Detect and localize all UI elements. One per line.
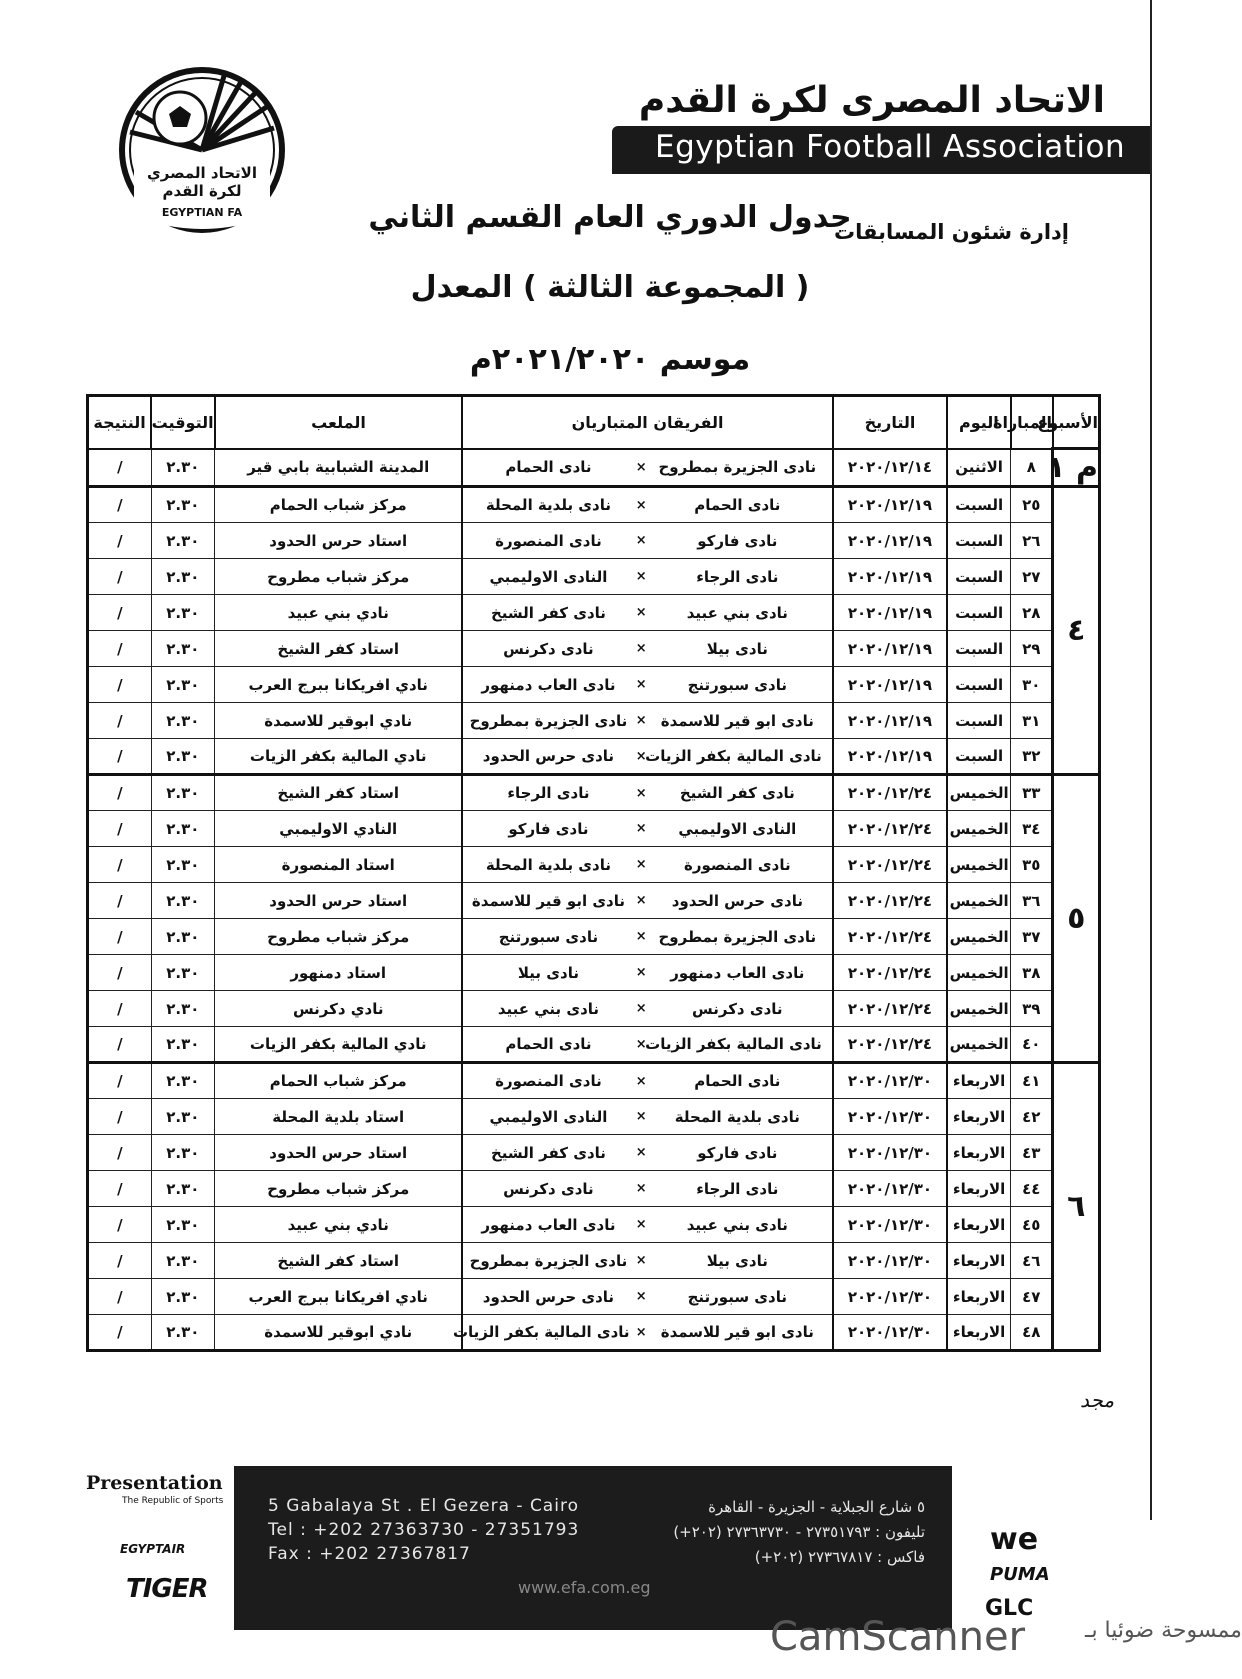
result-cell: / [88,1099,152,1135]
venue-cell: نادي بني عبيد [215,595,463,631]
venue-cell: استاد دمنهور [215,955,463,991]
match-number: ٢٧ [1011,559,1053,595]
result-cell: / [88,1279,152,1315]
fixtures-table [86,394,1101,1352]
header-day: اليوم [947,396,1011,449]
logo-line2: لكرة القدم [162,182,242,200]
venue-cell: نادي افريكانا ببرج العرب [215,667,463,703]
day-cell: السبت [947,559,1011,595]
versus-mark: × [630,919,653,955]
table-row [88,1207,1100,1243]
date-cell: ٢٠٢٠/١٢/٢٤ [833,883,947,919]
result-cell: / [88,703,152,739]
sponsor-egyptair-logo: EGYPTAIR [120,1542,186,1556]
away-team: نادى الحمام [462,449,629,487]
table-row [88,523,1100,559]
header-teams: الفريقان المتباريان [462,396,832,449]
day-cell: الخميس [947,991,1011,1027]
versus-mark: × [630,1099,653,1135]
match-number: ٤١ [1011,1063,1053,1099]
result-cell: / [88,1315,152,1351]
date-cell: ٢٠٢٠/١٢/٢٤ [833,919,947,955]
time-cell: ٢.٣٠ [151,559,215,595]
date-cell: ٢٠٢٠/١٢/٢٤ [833,1027,947,1063]
match-number: ٤٧ [1011,1279,1053,1315]
time-cell: ٢.٣٠ [151,631,215,667]
home-team: نادى بني عبيد [653,595,833,631]
day-cell: الاربعاء [947,1207,1011,1243]
match-number: ٤٠ [1011,1027,1053,1063]
day-cell: الاربعاء [947,1315,1011,1351]
result-cell: / [88,811,152,847]
date-cell: ٢٠٢٠/١٢/٢٤ [833,955,947,991]
camscanner-watermark-ar: ممسوحة ضوئيا بـ [1085,1618,1242,1643]
time-cell: ٢.٣٠ [151,1315,215,1351]
time-cell: ٢.٣٠ [151,847,215,883]
date-cell: ٢٠٢٠/١٢/٣٠ [833,1063,947,1099]
result-cell: / [88,487,152,523]
result-cell: / [88,1063,152,1099]
date-cell: ٢٠٢٠/١٢/٣٠ [833,1315,947,1351]
venue-cell: مركز شباب الحمام [215,487,463,523]
match-number: ٣١ [1011,703,1053,739]
result-cell: / [88,559,152,595]
result-cell: / [88,1171,152,1207]
result-cell: / [88,1135,152,1171]
result-cell: / [88,847,152,883]
time-cell: ٢.٣٠ [151,1135,215,1171]
table-row [88,449,1100,487]
venue-cell: مركز شباب مطروح [215,919,463,955]
home-team: نادى بيلا [653,631,833,667]
time-cell: ٢.٣٠ [151,739,215,775]
header-week: الأسبوع [1053,396,1100,449]
table-row [88,631,1100,667]
time-cell: ٢.٣٠ [151,1063,215,1099]
versus-mark: × [630,595,653,631]
table-row [88,739,1100,775]
home-team: نادى حرس الحدود [653,883,833,919]
time-cell: ٢.٣٠ [151,1099,215,1135]
time-cell: ٢.٣٠ [151,703,215,739]
match-number: ٤٦ [1011,1243,1053,1279]
away-team: نادى بيلا [462,955,629,991]
week-cell: ٦ [1053,1063,1100,1351]
footer-sponsors-right [952,1466,1150,1630]
match-number: ٣٦ [1011,883,1053,919]
day-cell: الخميس [947,775,1011,811]
result-cell: / [88,919,152,955]
table-row [88,1063,1100,1099]
table-row [88,883,1100,919]
away-team: نادى بلدية المحلة [462,847,629,883]
date-cell: ٢٠٢٠/١٢/٣٠ [833,1279,947,1315]
away-team: نادى بني عبيد [462,991,629,1027]
day-cell: السبت [947,631,1011,667]
home-team: نادى المنصورة [653,847,833,883]
day-cell: السبت [947,595,1011,631]
versus-mark: × [630,955,653,991]
day-cell: الاربعاء [947,1243,1011,1279]
table-row [88,667,1100,703]
venue-cell: المدينة الشبابية بابي قير [215,449,463,487]
home-team: نادى بيلا [653,1243,833,1279]
match-number: ٤٨ [1011,1315,1053,1351]
away-team: نادى كفر الشيخ [462,595,629,631]
address-en: 5 Gabalaya St . El Gezera - Cairo [268,1496,579,1516]
match-number: ٣٧ [1011,919,1053,955]
away-team: نادى حرس الحدود [462,1279,629,1315]
home-team: نادى العاب دمنهور [653,955,833,991]
away-team: نادى بلدية المحلة [462,487,629,523]
away-team: نادى العاب دمنهور [462,667,629,703]
date-cell: ٢٠٢٠/١٢/٣٠ [833,1099,947,1135]
time-cell: ٢.٣٠ [151,1279,215,1315]
away-team: نادى المالية بكفر الزيات [462,1315,629,1351]
away-team: نادى الجزيرة بمطروح [462,703,629,739]
home-team: نادى ابو قير للاسمدة [653,1315,833,1351]
sponsor-we-logo: we [990,1522,1039,1557]
versus-mark: × [630,631,653,667]
group-title: ( المجموعة الثالثة ) المعدل [410,270,810,305]
venue-cell: استاد بلدية المحلة [215,1099,463,1135]
date-cell: ٢٠٢٠/١٢/٣٠ [833,1207,947,1243]
week-cell: ٥ [1053,775,1100,1063]
date-cell: ٢٠٢٠/١٢/٣٠ [833,1243,947,1279]
match-number: ٣٣ [1011,775,1053,811]
venue-cell: استاد حرس الحدود [215,523,463,559]
versus-mark: × [630,667,653,703]
date-cell: ٢٠٢٠/١٢/١٩ [833,487,947,523]
home-team: نادى بلدية المحلة [653,1099,833,1135]
versus-mark: × [630,847,653,883]
venue-cell: مركز شباب الحمام [215,1063,463,1099]
day-cell: السبت [947,523,1011,559]
venue-cell: استاد كفر الشيخ [215,775,463,811]
department-name: إدارة شئون المسابقات [834,220,1069,244]
time-cell: ٢.٣٠ [151,487,215,523]
time-cell: ٢.٣٠ [151,775,215,811]
result-cell: / [88,523,152,559]
table-header-row [88,396,1100,449]
time-cell: ٢.٣٠ [151,1243,215,1279]
time-cell: ٢.٣٠ [151,991,215,1027]
table-row [88,1135,1100,1171]
time-cell: ٢.٣٠ [151,1207,215,1243]
header-match: المباراة [1011,396,1053,449]
versus-mark: × [630,1027,653,1063]
match-number: ٤٣ [1011,1135,1053,1171]
home-team: نادى سبورتنج [653,1279,833,1315]
time-cell: ٢.٣٠ [151,1027,215,1063]
header-date: التاريخ [833,396,947,449]
versus-mark: × [630,811,653,847]
away-team: نادى كفر الشيخ [462,1135,629,1171]
home-team: نادى بني عبيد [653,1207,833,1243]
away-team: النادى الاوليمبي [462,559,629,595]
date-cell: ٢٠٢٠/١٢/١٩ [833,559,947,595]
day-cell: الاربعاء [947,1279,1011,1315]
match-number: ٤٥ [1011,1207,1053,1243]
away-team: نادى حرس الحدود [462,739,629,775]
day-cell: السبت [947,703,1011,739]
venue-cell: نادي ابوقير للاسمدة [215,1315,463,1351]
versus-mark: × [630,883,653,919]
home-team: نادى سبورتنج [653,667,833,703]
home-team: النادى الاوليمبي [653,811,833,847]
time-cell: ٢.٣٠ [151,883,215,919]
away-team: نادى ابو قير للاسمدة [462,883,629,919]
day-cell: السبت [947,487,1011,523]
home-team: نادى الجزيرة بمطروح [653,449,833,487]
versus-mark: × [630,1315,653,1351]
venue-cell: استاد كفر الشيخ [215,1243,463,1279]
match-number: ٣٨ [1011,955,1053,991]
away-team: نادى الجزيرة بمطروح [462,1243,629,1279]
venue-cell: نادي المالية بكفر الزيات [215,1027,463,1063]
header-time: التوقيت [151,396,215,449]
day-cell: الاربعاء [947,1171,1011,1207]
day-cell: الخميس [947,919,1011,955]
home-team: نادى فاركو [653,1135,833,1171]
table-row [88,919,1100,955]
match-number: ٢٥ [1011,487,1053,523]
website-link[interactable]: www.efa.com.eg [518,1578,651,1597]
venue-cell: استاد حرس الحدود [215,883,463,919]
time-cell: ٢.٣٠ [151,955,215,991]
versus-mark: × [630,991,653,1027]
date-cell: ٢٠٢٠/١٢/٢٤ [833,775,947,811]
venue-cell: النادي الاوليمبي [215,811,463,847]
home-team: نادى المالية بكفر الزيات [653,739,833,775]
day-cell: الخميس [947,883,1011,919]
home-team: نادى دكرنس [653,991,833,1027]
match-number: ٣٩ [1011,991,1053,1027]
table-row [88,595,1100,631]
date-cell: ٢٠٢٠/١٢/١٩ [833,523,947,559]
efa-logo [118,66,286,234]
day-cell: الاربعاء [947,1135,1011,1171]
away-team: نادى الرجاء [462,775,629,811]
time-cell: ٢.٣٠ [151,523,215,559]
home-team: نادى المالية بكفر الزيات [653,1027,833,1063]
time-cell: ٢.٣٠ [151,811,215,847]
result-cell: / [88,1243,152,1279]
result-cell: / [88,883,152,919]
venue-cell: استاد حرس الحدود [215,1135,463,1171]
day-cell: الخميس [947,847,1011,883]
phone-en: Tel : +202 27363730 - 27351793 [268,1520,580,1540]
week-cell: م ١ [1047,450,1098,485]
away-team: نادى المنصورة [462,1063,629,1099]
venue-cell: نادي المالية بكفر الزيات [215,739,463,775]
signature: مجد [1080,1388,1115,1412]
table-row [88,1279,1100,1315]
time-cell: ٢.٣٠ [151,1171,215,1207]
versus-mark: × [630,739,653,775]
away-team: النادى الاوليمبي [462,1099,629,1135]
fixtures-body [88,449,1100,1351]
home-team: نادى كفر الشيخ [653,775,833,811]
versus-mark: × [630,1063,653,1099]
logo-line1: الاتحاد المصري [147,164,257,182]
table-row [88,1099,1100,1135]
date-cell: ٢٠٢٠/١٢/١٩ [833,703,947,739]
page-edge [1150,0,1187,1679]
venue-cell: استاد كفر الشيخ [215,631,463,667]
away-team: نادى الحمام [462,1027,629,1063]
fax-en: Fax : +202 27367817 [268,1544,471,1564]
sponsor-presentation-tagline: The Republic of Sports [122,1496,224,1506]
match-number: ٢٦ [1011,523,1053,559]
match-number: ٣٠ [1011,667,1053,703]
date-cell: ٢٠٢٠/١٢/٢٤ [833,847,947,883]
versus-mark: × [630,487,653,523]
away-team: نادى فاركو [462,811,629,847]
match-number: ٣٥ [1011,847,1053,883]
venue-cell: نادي دكرنس [215,991,463,1027]
match-number: ٣٢ [1011,739,1053,775]
date-cell: ٢٠٢٠/١٢/١٩ [833,739,947,775]
logo-line3: EGYPTIAN FA [161,206,243,219]
day-cell: الاثنين [947,449,1011,487]
home-team: نادى الحمام [653,1063,833,1099]
versus-mark: × [630,775,653,811]
time-cell: ٢.٣٠ [151,667,215,703]
table-row [88,559,1100,595]
home-team: نادى الرجاء [653,1171,833,1207]
table-row [88,1315,1100,1351]
day-cell: الاربعاء [947,1099,1011,1135]
sponsor-puma-logo: PUMA [990,1564,1050,1585]
date-cell: ٢٠٢٠/١٢/٣٠ [833,1135,947,1171]
table-row [88,1243,1100,1279]
home-team: نادى ابو قير للاسمدة [653,703,833,739]
venue-cell: نادي بني عبيد [215,1207,463,1243]
result-cell: / [88,991,152,1027]
header-result: النتيجة [88,396,152,449]
day-cell: السبت [947,667,1011,703]
sponsor-glc-logo: GLC [985,1596,1034,1621]
match-number: ٤٢ [1011,1099,1053,1135]
sponsor-tiger-logo: TIGER [126,1574,208,1604]
table-row [88,1027,1100,1063]
time-cell: ٢.٣٠ [151,595,215,631]
away-team: نادى المنصورة [462,523,629,559]
home-team: نادى الرجاء [653,559,833,595]
week-cell: ٤ [1053,487,1100,775]
match-number: ٢٩ [1011,631,1053,667]
time-cell: ٢.٣٠ [151,449,215,487]
sponsor-presentation-logo: Presentation [86,1472,223,1494]
table-row [88,1171,1100,1207]
result-cell: / [88,739,152,775]
org-title-ar: الاتحاد المصرى لكرة القدم [638,80,1105,121]
date-cell: ٢٠٢٠/١٢/١٩ [833,667,947,703]
address-ar: ٥ شارع الجبلاية - الجزيرة - القاهرة [708,1498,925,1516]
day-cell: الخميس [947,1027,1011,1063]
date-cell: ٢٠٢٠/١٢/١٩ [833,595,947,631]
result-cell: / [88,631,152,667]
table-row [88,955,1100,991]
away-team: نادى العاب دمنهور [462,1207,629,1243]
match-number: ٤٤ [1011,1171,1053,1207]
versus-mark: × [630,1243,653,1279]
versus-mark: × [630,449,653,487]
org-title-en: Egyptian Football Association [655,129,1126,165]
day-cell: الاربعاء [947,1063,1011,1099]
document-title: جدول الدوري العام القسم الثاني [368,200,852,235]
home-team: نادى الحمام [653,487,833,523]
date-cell: ٢٠٢٠/١٢/٣٠ [833,1171,947,1207]
result-cell: / [88,595,152,631]
phone-ar: تليفون : ٢٧٣٥١٧٩٣ - ٢٧٣٦٣٧٣٠ (٢٠٢+) [673,1523,925,1541]
table-row [88,703,1100,739]
match-number: ٨ [1011,449,1053,487]
venue-cell: استاد المنصورة [215,847,463,883]
header-venue: الملعب [215,396,463,449]
venue-cell: نادي افريكانا ببرج العرب [215,1279,463,1315]
camscanner-watermark: CamScanner [770,1614,1026,1660]
match-number: ٢٨ [1011,595,1053,631]
match-number: ٣٤ [1011,811,1053,847]
versus-mark: × [630,1279,653,1315]
versus-mark: × [630,559,653,595]
page-edge-line [1150,0,1152,1520]
versus-mark: × [630,1207,653,1243]
season-title: موسم ٢٠٢١/٢٠٢٠م [469,342,751,377]
versus-mark: × [630,703,653,739]
result-cell: / [88,667,152,703]
away-team: نادى سبورتنج [462,919,629,955]
away-team: نادى دكرنس [462,631,629,667]
table-row [88,811,1100,847]
day-cell: الخميس [947,811,1011,847]
home-team: نادى فاركو [653,523,833,559]
table-row [88,991,1100,1027]
result-cell: / [88,1027,152,1063]
fax-ar: فاكس : ٢٧٣٦٧٨١٧ (٢٠٢+) [754,1548,925,1566]
venue-cell: مركز شباب مطروح [215,1171,463,1207]
home-team: نادى الجزيرة بمطروح [653,919,833,955]
result-cell: / [88,1207,152,1243]
versus-mark: × [630,1171,653,1207]
table-row [88,487,1100,523]
time-cell: ٢.٣٠ [151,919,215,955]
date-cell: ٢٠٢٠/١٢/١٤ [833,449,947,487]
venue-cell: نادي ابوقير للاسمدة [215,703,463,739]
result-cell: / [88,449,152,487]
versus-mark: × [630,1135,653,1171]
date-cell: ٢٠٢٠/١٢/٢٤ [833,991,947,1027]
result-cell: / [88,955,152,991]
date-cell: ٢٠٢٠/١٢/١٩ [833,631,947,667]
table-row [88,847,1100,883]
day-cell: الخميس [947,955,1011,991]
table-row [88,775,1100,811]
venue-cell: مركز شباب مطروح [215,559,463,595]
day-cell: السبت [947,739,1011,775]
result-cell: / [88,775,152,811]
date-cell: ٢٠٢٠/١٢/٢٤ [833,811,947,847]
versus-mark: × [630,523,653,559]
away-team: نادى دكرنس [462,1171,629,1207]
